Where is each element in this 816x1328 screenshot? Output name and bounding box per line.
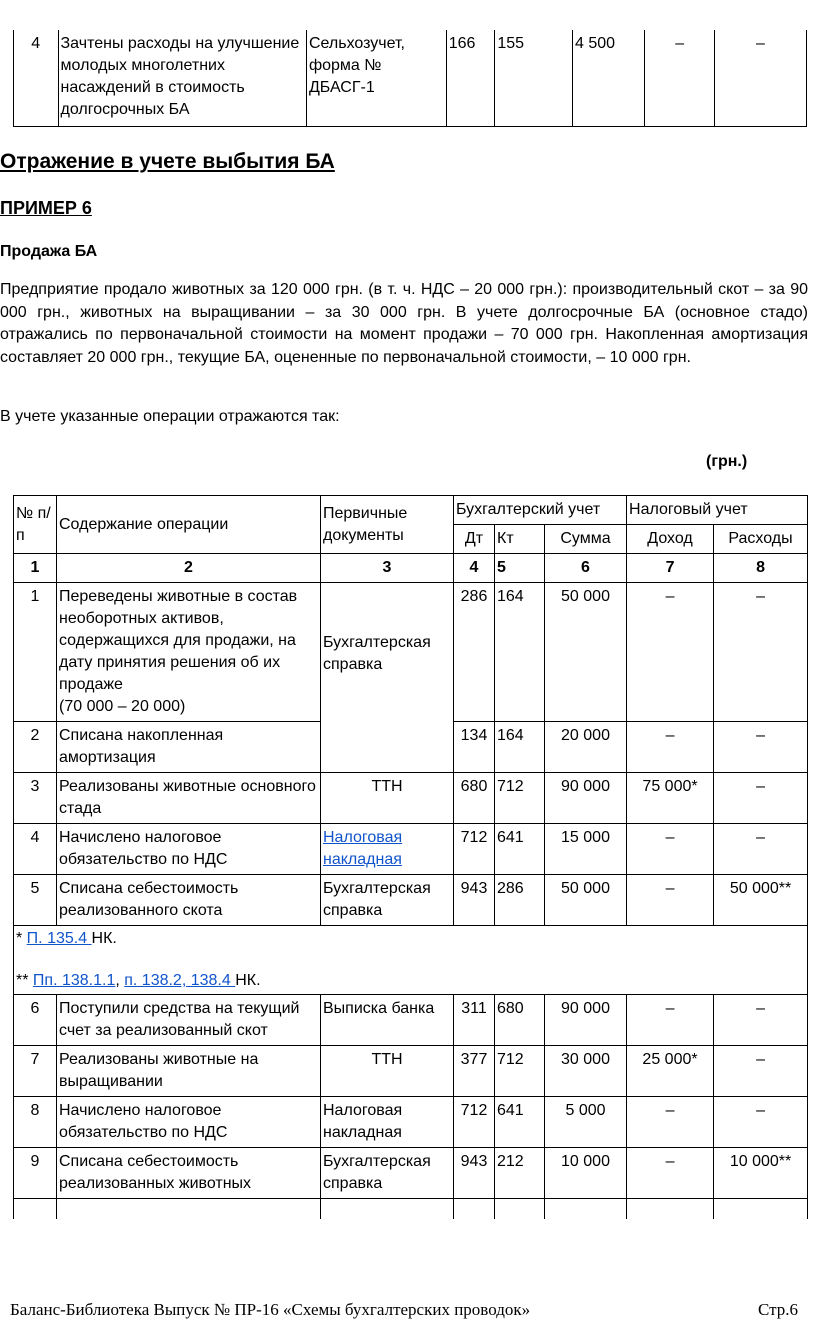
cell-dt: 377 [454,1046,495,1097]
table-row [14,1097,808,1148]
cell-doc: Бухгалтерская справка [321,1148,454,1199]
cell-expense: – [714,824,808,875]
cell-num: 2 [14,722,57,773]
paragraph-example: Предприятие продало животных за 120 000 грн. (в т. ч. НДС – 20 000 грн.): производительный скот – за 90 000 грн., животных на выращивании – за 30 000 грн. В учете долгосрочные БА (основное стадо) отражались по первоначальной стоимости на момент продажи – 70 000 грн. Накопленная амортизация составляет 20 000 грн., текущие БА, оцененные по первоначальной стоимости, – 10 000 грн. [0,281,808,366]
header-dt: Дт [454,525,495,554]
cell-num: 6 [14,995,57,1046]
table-row [14,773,808,824]
cell-sum: 50 000 [545,875,627,926]
operations-table [13,495,808,1219]
cell-content-text: Переведены животные в состав необоротных активов, содержащихся для продажи, на дату принятия решения об их продаже [59,588,298,693]
footnote-2: ** Пп. 138.1.1, п. 138.2, 138.4 НК. [16,972,261,989]
top-continuation-table [13,30,807,127]
cell-sum: 90 000 [545,995,627,1046]
cell-income: 25 000* [627,1046,714,1097]
cell-sum: 90 000 [545,773,627,824]
cell-income: – [627,722,714,773]
cell-expense: – [714,995,808,1046]
column-numbers-row [14,554,808,583]
footer-page-number: Стр.6 [758,1300,799,1319]
col-number: 3 [321,554,454,583]
table-row [14,1046,808,1097]
cell-expense: – [714,1046,808,1097]
cell-content [57,583,321,722]
cell-expense: – [714,583,808,722]
cell-kt: 164 [495,722,545,773]
cell-dt: 134 [454,722,495,773]
col-number: 7 [627,554,714,583]
col-number: 2 [57,554,321,583]
cell-dt: 943 [454,1148,495,1199]
cell-dt: 712 [454,1097,495,1148]
tax-code-link-135-4[interactable]: П. 135.4 [26,930,92,947]
cell-dt: 680 [454,773,495,824]
section-title: Отражение в учете выбытия БА [0,150,335,173]
cell-income: – [627,1097,714,1148]
cell-dt: 311 [454,995,495,1046]
cell-sum: 5 000 [545,1097,627,1148]
footer-publication: Баланс-Библиотека Выпуск № ПР-16 «Схемы бухгалтерских проводок» [10,1300,531,1319]
cell-dt: 712 [454,824,495,875]
table-row [14,875,808,926]
cell-sum: 30 000 [545,1046,627,1097]
cell-income: – [645,30,714,127]
cell-doc [321,824,454,875]
cell-expense: – [714,722,808,773]
header-kt: Кт [495,525,545,554]
header-num: № п/п [14,496,57,554]
cell-content-calc: (70 000 – 20 000) [59,698,186,715]
table-row [14,995,808,1046]
cell-doc: ТТН [321,773,454,824]
unit-label: (грн.) [706,453,748,470]
cell-doc: Бухгалтерская справка [321,583,454,773]
cell-kt: 712 [495,1046,545,1097]
cell-sum: 50 000 [545,583,627,722]
cell-expense: 50 000** [714,875,808,926]
cell-dt: 943 [454,875,495,926]
cell-content: Поступили средства на текущий счет за реализованный скот [57,995,321,1046]
cell-income: – [627,824,714,875]
cell-doc: ТТН [321,1046,454,1097]
cell-num: 4 [14,824,57,875]
cell-num: 1 [14,583,57,722]
col-number: 6 [545,554,627,583]
cell-sum: 4 500 [573,30,645,127]
cell-dt: 166 [446,30,495,127]
cell-num: 8 [14,1097,57,1148]
cell-content: Списана накопленная амортизация [57,722,321,773]
cell-sum: 10 000 [545,1148,627,1199]
col-number: 5 [495,554,545,583]
example-title: ПРИМЕР 6 [0,198,92,218]
cell-kt: 164 [495,583,545,722]
cell-kt: 712 [495,773,545,824]
cell-num: 4 [14,30,59,127]
header-docs: Первичные документы [321,496,454,554]
cell-num: 3 [14,773,57,824]
tax-invoice-link[interactable]: Налоговая накладная [323,829,403,868]
cell-dt: 286 [454,583,495,722]
cell-num: 7 [14,1046,57,1097]
cell-content: Реализованы животные на выращивании [57,1046,321,1097]
cell-kt: 286 [495,875,545,926]
cell-expense: – [714,30,806,127]
cell-content: Реализованы животные основного стада [57,773,321,824]
cell-kt: 212 [495,1148,545,1199]
cell-income: – [627,1148,714,1199]
footnotes-row [14,926,808,995]
header-row [14,496,808,525]
cell-kt: 641 [495,1097,545,1148]
header-sum: Сумма [545,525,627,554]
cell-expense: – [714,773,808,824]
cell-income: – [627,995,714,1046]
table-row [14,30,807,127]
cell-content: Начислено налоговое обязательство по НДС [57,824,321,875]
table-row-continued [14,1199,808,1220]
cell-doc: Сельхозучет, форма № ДБАСГ-1 [306,30,446,127]
table-row [14,824,808,875]
cell-doc: Выписка банка [321,995,454,1046]
table-row [14,1148,808,1199]
cell-content: Зачтены расходы на улучшение молодых многолетних насаждений в стоимость долгосрочных БА [58,30,306,127]
cell-num: 5 [14,875,57,926]
cell-content: Списана себестоимость реализованного скота [57,875,321,926]
col-number: 4 [454,554,495,583]
cell-income: – [627,875,714,926]
footnotes-cell [14,926,808,995]
cell-doc: Бухгалтерская справка [321,875,454,926]
tax-code-link-138-1-1[interactable]: Пп. 138.1.1 [32,972,116,989]
header-content: Содержание операции [57,496,321,554]
header-accounting: Бухгалтерский учет [454,496,627,525]
cell-income: – [627,583,714,722]
cell-income: 75 000* [627,773,714,824]
cell-content: Списана себестоимость реализованных животных [57,1148,321,1199]
paragraph-intro: В учете указанные операции отражаются так: [0,408,340,425]
tax-code-link-138-2[interactable]: п. 138.2, 138.4 [124,972,236,989]
header-tax: Налоговый учет [627,496,808,525]
cell-expense: – [714,1097,808,1148]
cell-kt: 155 [495,30,573,127]
cell-num: 9 [14,1148,57,1199]
table-row [14,583,808,722]
cell-doc: Налоговая накладная [321,1097,454,1148]
subtitle: Продажа БА [0,243,98,260]
cell-expense: 10 000** [714,1148,808,1199]
cell-kt: 641 [495,824,545,875]
header-income: Доход [627,525,714,554]
cell-content: Начислено налоговое обязательство по НДС [57,1097,321,1148]
cell-kt: 680 [495,995,545,1046]
col-number: 1 [14,554,57,583]
footnote-1: * П. 135.4 НК. [16,930,117,947]
header-expense: Расходы [714,525,808,554]
cell-sum: 20 000 [545,722,627,773]
col-number: 8 [714,554,808,583]
cell-sum: 15 000 [545,824,627,875]
